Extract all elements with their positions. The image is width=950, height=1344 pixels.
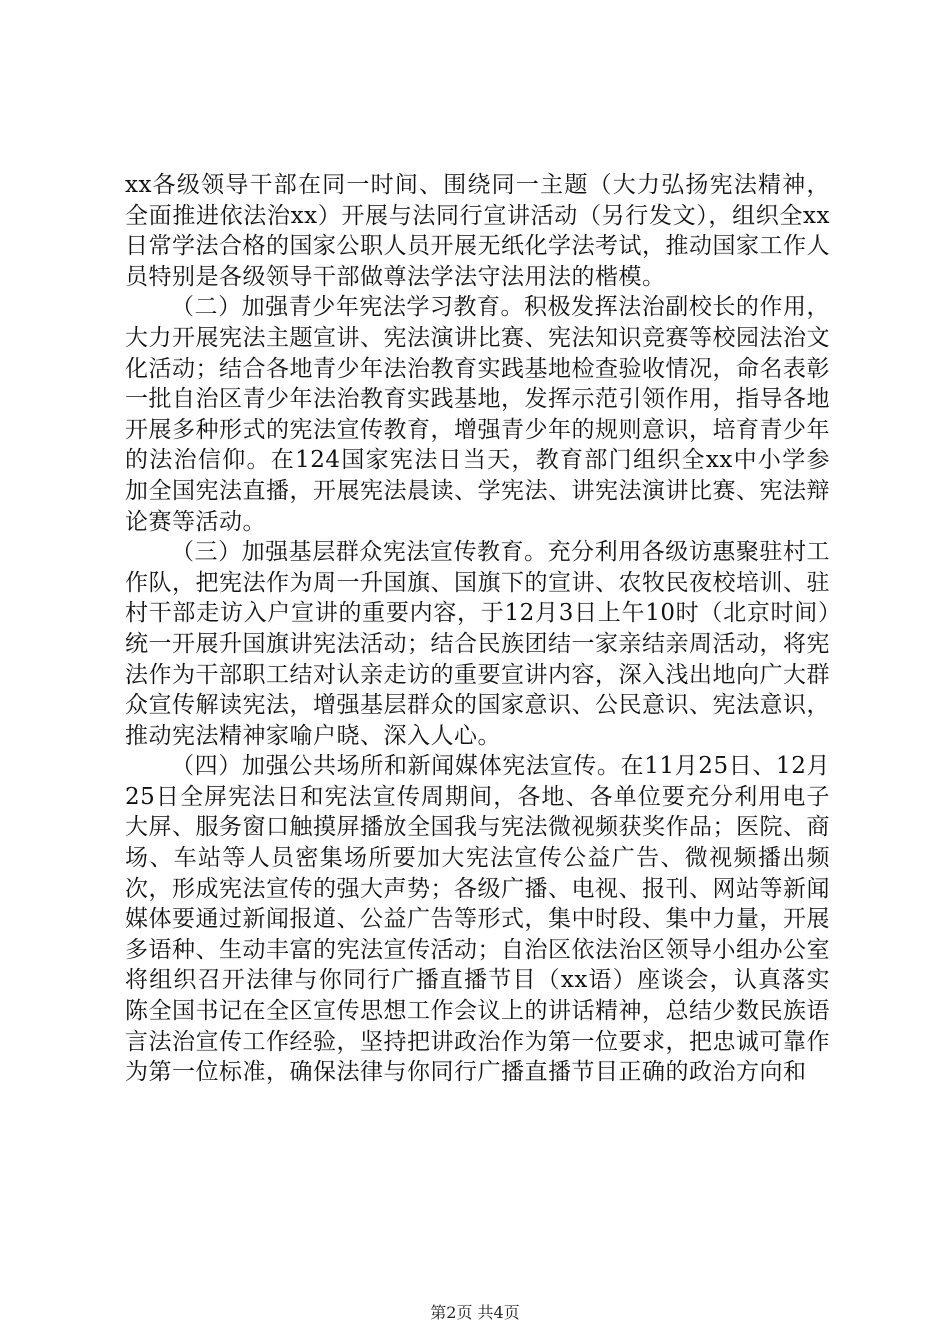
page-number-footer: 第2页 共4页 [430, 1303, 520, 1322]
paragraph-continuation: xx各级领导干部在同一时间、围绕同一主题（大力弘扬宪法精神，全面推进依法治xx）开展与法同行宣讲活动（另行发文），组织全xx日常学法合格的国家公职人员开展无纸化学法考试，推动国家工作人员特别是各级领导干部做尊法学法守法用法的楷模。 [125, 172, 830, 290]
paragraph-grassroots-education: （三）加强基层群众宪法宣传教育。充分利用各级访惠聚驻村工作队，把宪法作为周一升国旗、国旗下的宣讲、农牧民夜校培训、驻村干部走访入户宣讲的重要内容，于12月3日上午10时（北京时间）统一开展升国旗讲宪法活动；结合民族团结一家亲结亲周活动，将宪法作为干部职工结对认亲走访的重要宣讲内容，深入浅出地向广大群众宣传解读宪法，增强基层群众的国家意识、公民意识、宪法意识，推动宪法精神家喻户晓、深入人心。 [125, 539, 830, 749]
paragraph-youth-education: （二）加强青少年宪法学习教育。积极发挥法治副校长的作用，大力开展宪法主题宣讲、宪法演讲比赛、宪法知识竞赛等校园法治文化活动；结合各地青少年法治教育实践基地检查验收情况，命名表彰一批自治区青少年法治教育实践基地，发挥示范引领作用，指导各地开展多种形式的宪法宣传教育，增强青少年的规则意识，培育青少年的法治信仰。在124国家宪法日当天，教育部门组织全xx中小学参加全国宪法直播，开展宪法晨读、学宪法、讲宪法演讲比赛、宪法辩论赛等活动。 [125, 294, 830, 535]
document-body [125, 170, 830, 1088]
paragraph-media-publicity: （四）加强公共场所和新闻媒体宪法宣传。在11月25日、12月25日全屏宪法日和宪法宣传周期间，各地、各单位要充分利用电子大屏、服务窗口触摸屏播放全国我与宪法微视频获奖作品；医院、商场、车站等人员密集场所要加大宪法宣传公益广告、微视频播出频次，形成宪法宣传的强大声势；各级广播、电视、报刊、网站等新闻媒体要通过新闻报道、公益广告等形式，集中时段、集中力量，开展多语种、生动丰富的宪法宣传活动；自治区依法治区领导小组办公室将组织召开法律与你同行广播直播节目（xx语）座谈会，认真落实陈全国书记在全区宣传思想工作会议上的讲话精神，总结少数民族语言法治宣传工作经验，坚持把讲政治作为第一位要求，把忠诚可靠作为第一位标准，确保法律与你同行广播直播节目正确的政治方向和 [125, 753, 830, 1086]
